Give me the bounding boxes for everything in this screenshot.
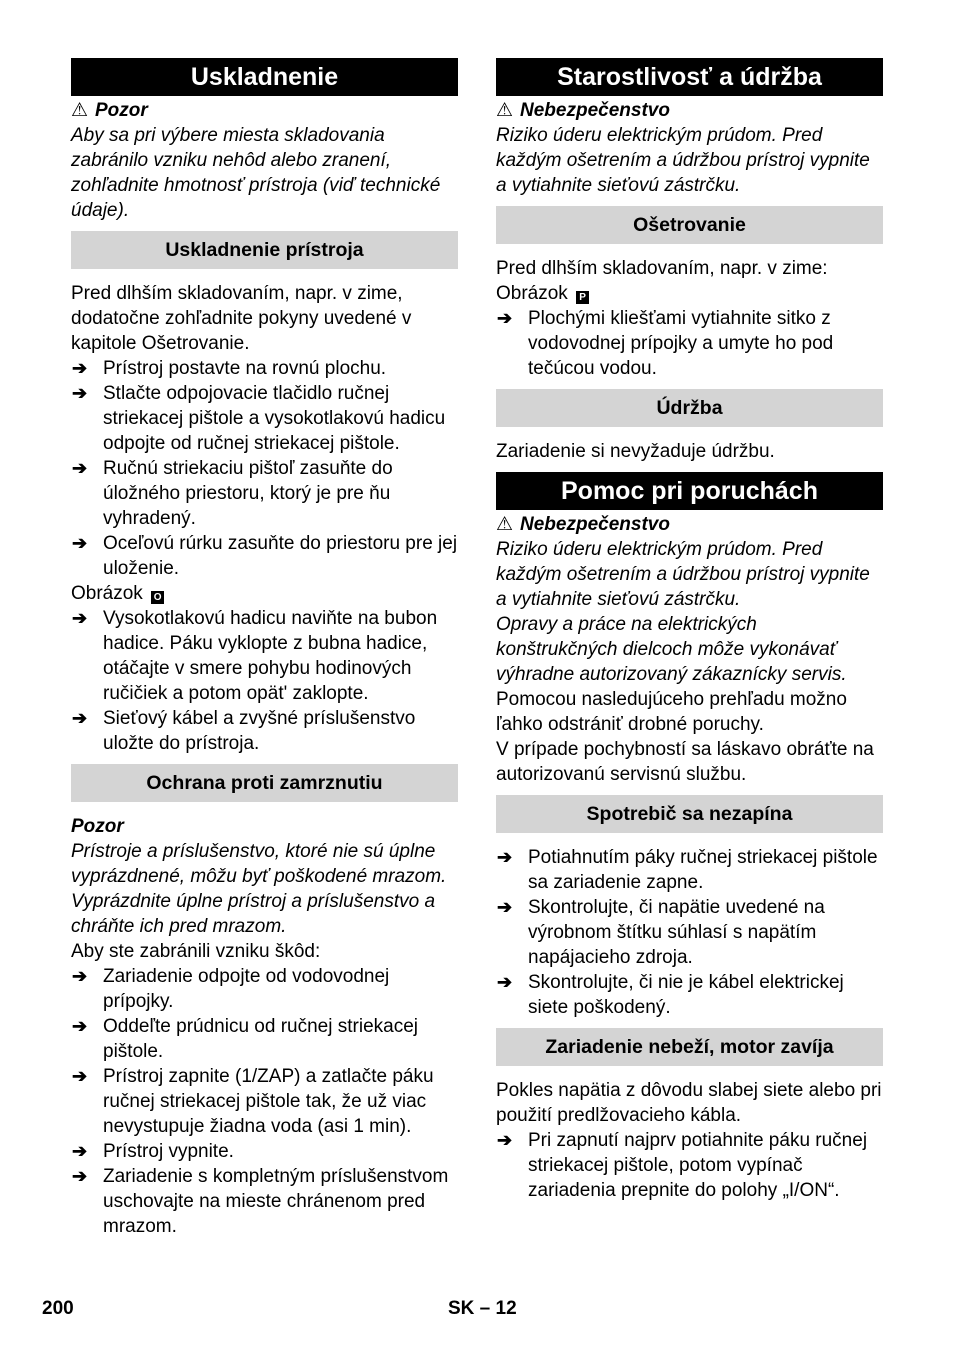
list-item: ➔ Vysokotlakovú hadicu naviňte na bubon hadice. Páku vyklopte z bubna hadice, otáčajte v smere pohybu hodinových ručičiek a potom opät' zaklopte.	[72, 608, 438, 704]
list-item: ➔ Oceľovú rúrku zasuňte do priestoru pre jej uloženie.	[72, 533, 458, 579]
paragraph: Aby ste zabránili vzniku škôd:	[71, 941, 321, 962]
instruction-list	[496, 1128, 883, 1203]
instruction-list	[71, 964, 458, 1239]
subsection-title-maintenance: Údržba	[496, 389, 883, 427]
arrow-icon: ➔	[72, 708, 88, 728]
caution-text: Prístroje a príslušenstvo, ktoré nie sú úplne vyprázdnené, môžu byť poškodené mrazom. Vyprázdnite úplne prístroj a príslušenstvo a chráňte ich pred mrazom.	[71, 841, 447, 937]
section-page-label: SK – 12	[448, 1298, 517, 1319]
list-item: ➔ Sieťový kábel a zvyšné príslušenstvo uložte do prístroja.	[72, 708, 416, 754]
list-item: ➔ Ručnú striekaciu pištoľ zasuňte do úložného priestoru, ktorý je pre ňu vyhradený.	[72, 458, 393, 529]
paragraph: V prípade pochybností sa láskavo obráťte na autorizovanú servisnú službu.	[496, 739, 874, 785]
list-item: ➔ Prístroj vypnite.	[72, 1141, 234, 1162]
caution-text: Aby sa pri výbere miesta skladovania zabránilo vzniku nehôd alebo zranení, zohľadnite hmotnosť prístroja (viď technické údaje).	[71, 125, 441, 221]
instruction-list	[71, 356, 458, 581]
instruction-list	[496, 845, 883, 1020]
figure-letter-icon: O	[151, 591, 164, 604]
arrow-icon: ➔	[72, 1166, 88, 1186]
list-item: ➔ Pri zapnutí najprv potiahnite páku ručnej striekacej pištole, potom vypínač zariadenia prepnite do polohy „I/ON“.	[497, 1130, 868, 1201]
caution-label	[71, 98, 458, 123]
arrow-icon: ➔	[72, 1016, 88, 1036]
arrow-icon: ➔	[72, 966, 88, 986]
page-number: 200	[42, 1298, 74, 1319]
list-item: ➔ Potiahnutím páky ručnej striekacej pištole sa zariadenie zapne.	[497, 847, 878, 893]
warning-icon: ⚠	[71, 100, 89, 121]
figure-reference: Obrázok P	[496, 281, 883, 306]
figure-reference: Obrázok O	[71, 581, 458, 606]
arrow-icon: ➔	[72, 383, 88, 403]
section-title-storage: Uskladnenie	[71, 58, 458, 96]
paragraph: Pokles napätia z dôvodu slabej siete alebo pri použití predlžovacieho kábla.	[496, 1080, 882, 1126]
danger-label-text: Nebezpečenstvo	[520, 100, 670, 121]
list-item: ➔ Plochými kliešťami vytiahnite sitko z vodovodnej prípojky a umyte ho pod tečúcou vodou.	[497, 308, 834, 379]
subsection-title-device-storage: Uskladnenie prístroja	[71, 231, 458, 269]
arrow-icon: ➔	[497, 897, 513, 917]
arrow-icon: ➔	[497, 308, 513, 328]
subsection-title-motor-hums: Zariadenie nebeží, motor zavíja	[496, 1028, 883, 1066]
caution-label-text: Pozor	[95, 100, 148, 121]
arrow-icon: ➔	[497, 847, 513, 867]
section-title-care-maintenance: Starostlivosť a údržba	[496, 58, 883, 96]
list-item: ➔ Prístroj zapnite (1/ZAP) a zatlačte páku ručnej striekacej pištole tak, že už viac nevystupuje žiadna voda (asi 1 min).	[72, 1066, 434, 1137]
warning-icon: ⚠	[496, 514, 514, 535]
right-column	[496, 58, 883, 1203]
arrow-icon: ➔	[72, 1141, 88, 1161]
arrow-icon: ➔	[72, 1066, 88, 1086]
list-item: ➔ Skontrolujte, či napätie uvedené na výrobnom štítku súhlasí s napätím napájacieho zdroja.	[497, 897, 825, 968]
instruction-list	[496, 306, 883, 381]
list-item: ➔ Stlačte odpojovacie tlačidlo ručnej striekacej pištole a vysokotlakovú hadicu odpojte od ručnej striekacej pištole.	[72, 383, 446, 454]
list-item: ➔ Oddeľte prúdnicu od ručnej striekacej pištole.	[72, 1016, 418, 1062]
subsection-title-frost-protection: Ochrana proti zamrznutiu	[71, 764, 458, 802]
arrow-icon: ➔	[497, 972, 513, 992]
danger-label	[496, 512, 883, 537]
danger-text: Riziko úderu elektrickým prúdom. Pred každým ošetrením a údržbou prístroj vypnite a vytiahnite sieťovú zástrčku.	[496, 125, 870, 196]
figure-letter-icon: P	[576, 291, 589, 304]
subsection-title-care: Ošetrovanie	[496, 206, 883, 244]
paragraph: Pred dlhším skladovaním, napr. v zime:	[496, 258, 828, 279]
danger-text: Riziko úderu elektrickým prúdom. Pred každým ošetrením a údržbou prístroj vypnite a vytiahnite sieťovú zástrčku.	[496, 539, 870, 610]
section-title-troubleshooting: Pomoc pri poruchách	[496, 472, 883, 510]
paragraph: Pred dlhším skladovaním, napr. v zime, dodatočne zohľadnite pokyny uvedené v kapitole Ošetrovanie.	[71, 283, 412, 354]
danger-label	[496, 98, 883, 123]
danger-text: Opravy a práce na elektrických konštrukčných dielcoch môže vykonávať výhradne autorizovaný zákaznícky servis.	[496, 614, 847, 685]
arrow-icon: ➔	[72, 458, 88, 478]
warning-icon: ⚠	[496, 100, 514, 121]
arrow-icon: ➔	[497, 1130, 513, 1150]
arrow-icon: ➔	[72, 358, 88, 378]
danger-label-text: Nebezpečenstvo	[520, 514, 670, 535]
left-column	[71, 58, 458, 1239]
paragraph: Pomocou nasledujúceho prehľadu možno ľahko odstrániť drobné poruchy.	[496, 689, 847, 735]
arrow-icon: ➔	[72, 533, 88, 553]
instruction-list	[71, 606, 458, 756]
arrow-icon: ➔	[72, 608, 88, 628]
subsection-title-not-starting: Spotrebič sa nezapína	[496, 795, 883, 833]
caution-label: Pozor	[71, 816, 124, 837]
paragraph: Zariadenie si nevyžaduje údržbu.	[496, 441, 775, 462]
list-item: ➔ Zariadenie s kompletným príslušenstvom uschovajte na mieste chránenom pred mrazom.	[72, 1166, 449, 1237]
list-item: ➔ Skontrolujte, či nie je kábel elektrickej siete poškodený.	[497, 972, 844, 1018]
list-item: ➔ Zariadenie odpojte od vodovodnej prípojky.	[72, 966, 390, 1012]
list-item: ➔ Prístroj postavte na rovnú plochu.	[72, 358, 387, 379]
